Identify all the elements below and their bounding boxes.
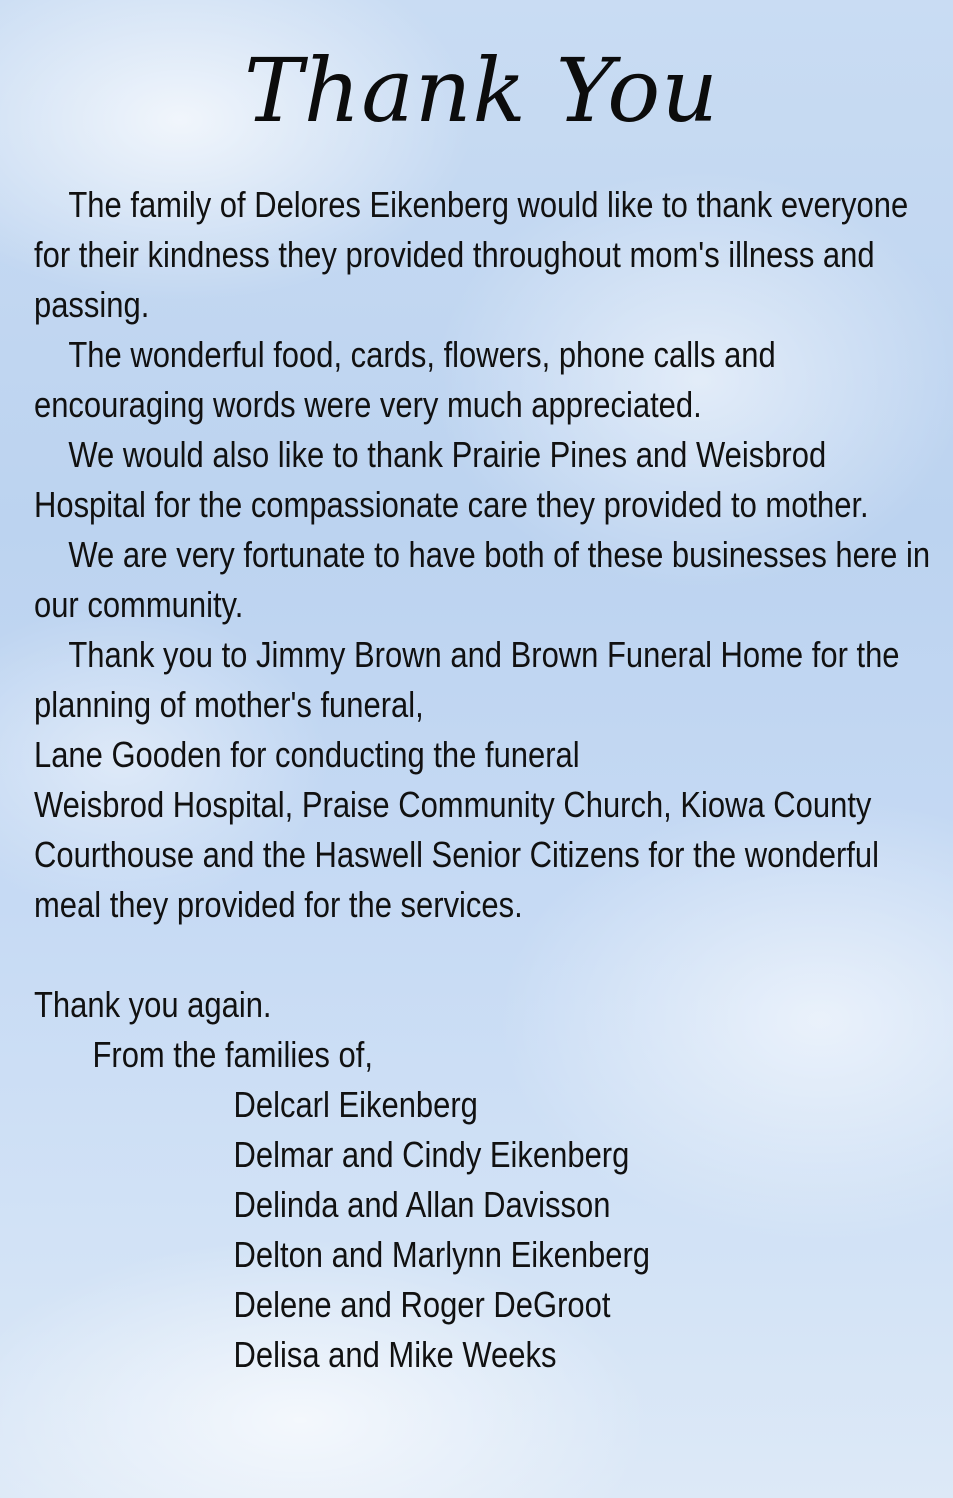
family-name: Delcarl Eikenberg [233, 1084, 478, 1125]
family-name: Delene and Roger DeGroot [233, 1284, 611, 1325]
paragraph-care-facilities: We would also like to thank Prairie Pines and Weisbrod Hospital for the compassionate care they provided to mother. [34, 434, 869, 525]
line-meal-providers: Weisbrod Hospital, Praise Community Church, Kiowa County Courthouse and the Haswell Senior Citizens for the wonderful meal they provided for the services. [34, 784, 879, 925]
family-name: Delton and Marlynn Eikenberg [233, 1234, 651, 1275]
from-label: From the families of, [92, 1034, 373, 1075]
closing-text: Thank you again. [34, 984, 272, 1025]
family-list [34, 1080, 937, 1380]
family-name: Delmar and Cindy Eikenberg [233, 1134, 630, 1175]
family-name: Delinda and Allan Davisson [233, 1184, 611, 1225]
paragraph-thanks-family: The family of Delores Eikenberg would like to thank everyone for their kindness they provided throughout mom's illness and passing. [34, 184, 909, 325]
paragraph-food-cards: The wonderful food, cards, flowers, phone calls and encouraging words were very much appreciated. [34, 334, 776, 425]
paragraph-funeral-home: Thank you to Jimmy Brown and Brown Funeral Home for the planning of mother's funeral, [34, 634, 900, 725]
paragraph-community: We are very fortunate to have both of these businesses here in our community. [34, 534, 931, 625]
spacer [34, 930, 937, 980]
line-conducting-funeral: Lane Gooden for conducting the funeral [34, 734, 580, 775]
card-title: Thank You [244, 39, 719, 142]
card-body [34, 180, 937, 1380]
family-name: Delisa and Mike Weeks [233, 1334, 557, 1375]
